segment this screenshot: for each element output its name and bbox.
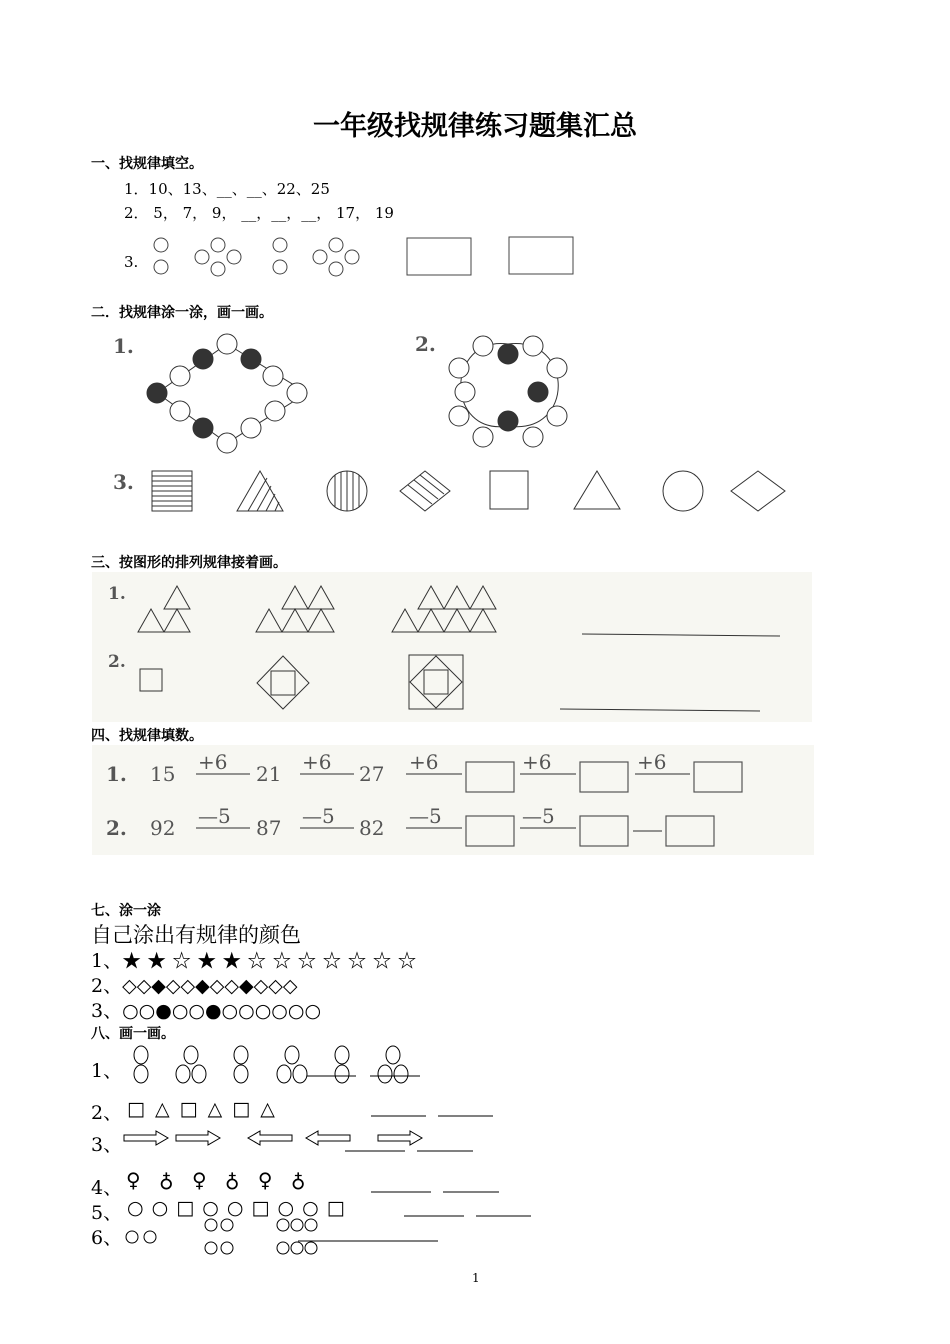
sec4-row2-value-2: 82 <box>359 816 385 840</box>
sec3-n2: 2. <box>108 652 126 672</box>
sec3-figures <box>100 575 800 720</box>
sec7-row-2: 2、◇◇◆◇◇◆◇◇◆◇◇◇ <box>91 975 298 997</box>
sec8-label-5: 5、 <box>91 1202 123 1224</box>
sec7-instruction: 自己涂出有规律的颜色 <box>91 923 301 947</box>
sec8-row2-shapes: □ △ □ △ □ △ <box>127 1098 277 1120</box>
sec4-row1-op-4: +6 <box>522 750 552 774</box>
sec4-row1-value-2: 27 <box>359 762 385 786</box>
sec4-row2-value-1: 87 <box>256 816 282 840</box>
sec4-row1-op-2: +6 <box>302 750 332 774</box>
section3-heading: 三、按图形的排列规律接着画。 <box>91 555 287 571</box>
sec8-row2-blanks <box>365 1110 500 1120</box>
sec4-row1-op-5: +6 <box>637 750 667 774</box>
sec4-row2-op-4: —5 <box>522 804 555 828</box>
sec8-arrow-row <box>120 1125 480 1155</box>
section1-heading: 一、找规律填空。 <box>91 156 203 172</box>
section4-heading: 四、找规律填数。 <box>91 728 203 744</box>
sec3-n1: 1. <box>108 584 126 604</box>
sec4-row1-op-1: +6 <box>198 750 228 774</box>
sec4-row1-start: 15 <box>150 762 176 786</box>
sec2-n2: 2. <box>415 332 436 356</box>
page-number: 1 <box>472 1271 480 1285</box>
sec8-label-1: 1、 <box>91 1060 123 1082</box>
sec8-label-3: 3、 <box>91 1134 123 1156</box>
section2-heading: 二．找规律涂一涂，画一画。 <box>91 305 273 321</box>
sec4-row1-value-1: 21 <box>256 762 282 786</box>
sec1-circle-pattern <box>140 230 590 282</box>
sec2-bead-figures <box>105 326 805 526</box>
sec7-row-1: 1、★ ★ ☆ ★ ★ ☆ ☆ ☆ ☆ ☆ ☆ ☆ <box>91 950 417 972</box>
sec2-n3: 3. <box>113 470 134 494</box>
page-title: 一年级找规律练习题集汇总 <box>313 111 637 142</box>
section8-heading: 八、画一画。 <box>91 1026 175 1042</box>
sec8-label-4: 4、 <box>91 1177 123 1199</box>
sec1-q1: 1．10、13、__、__、22、25 <box>124 180 330 198</box>
sec2-n1: 1. <box>113 334 134 358</box>
sec8-row4-blanks <box>365 1186 505 1196</box>
sec8-label-2: 2、 <box>91 1102 123 1124</box>
sec7-row-3: 3、○○●○○●○○○○○○ <box>91 1000 322 1022</box>
sec4-number-chains <box>100 745 800 855</box>
sec8-label-6: 6、 <box>91 1227 123 1249</box>
sec8-row4-symbols: ♀ ♁ ♀ ♁ ♀ ♁ <box>126 1168 312 1192</box>
sec4-row2-label: 2. <box>106 816 127 840</box>
sec1-q3-label: 3. <box>124 253 139 271</box>
sec8-row1-figures <box>120 1042 430 1087</box>
sec4-row2-start: 92 <box>150 816 176 840</box>
sec4-row2-op-2: —5 <box>302 804 335 828</box>
section7-heading: 七、涂一涂 <box>91 903 161 919</box>
sec8-row5-shapes: ○ ○ □ ○ ○ □ ○ ○ □ <box>127 1197 346 1219</box>
sec4-row1-label: 1. <box>106 762 127 786</box>
sec1-q2: 2． 5， 7， 9， __，__，__， 17， 19 <box>124 204 394 222</box>
sec4-row1-op-3: +6 <box>409 750 439 774</box>
sec4-row2-op-1: —5 <box>198 804 231 828</box>
sec4-row2-op-3: —5 <box>409 804 442 828</box>
sec8-row6-figures <box>120 1215 440 1260</box>
